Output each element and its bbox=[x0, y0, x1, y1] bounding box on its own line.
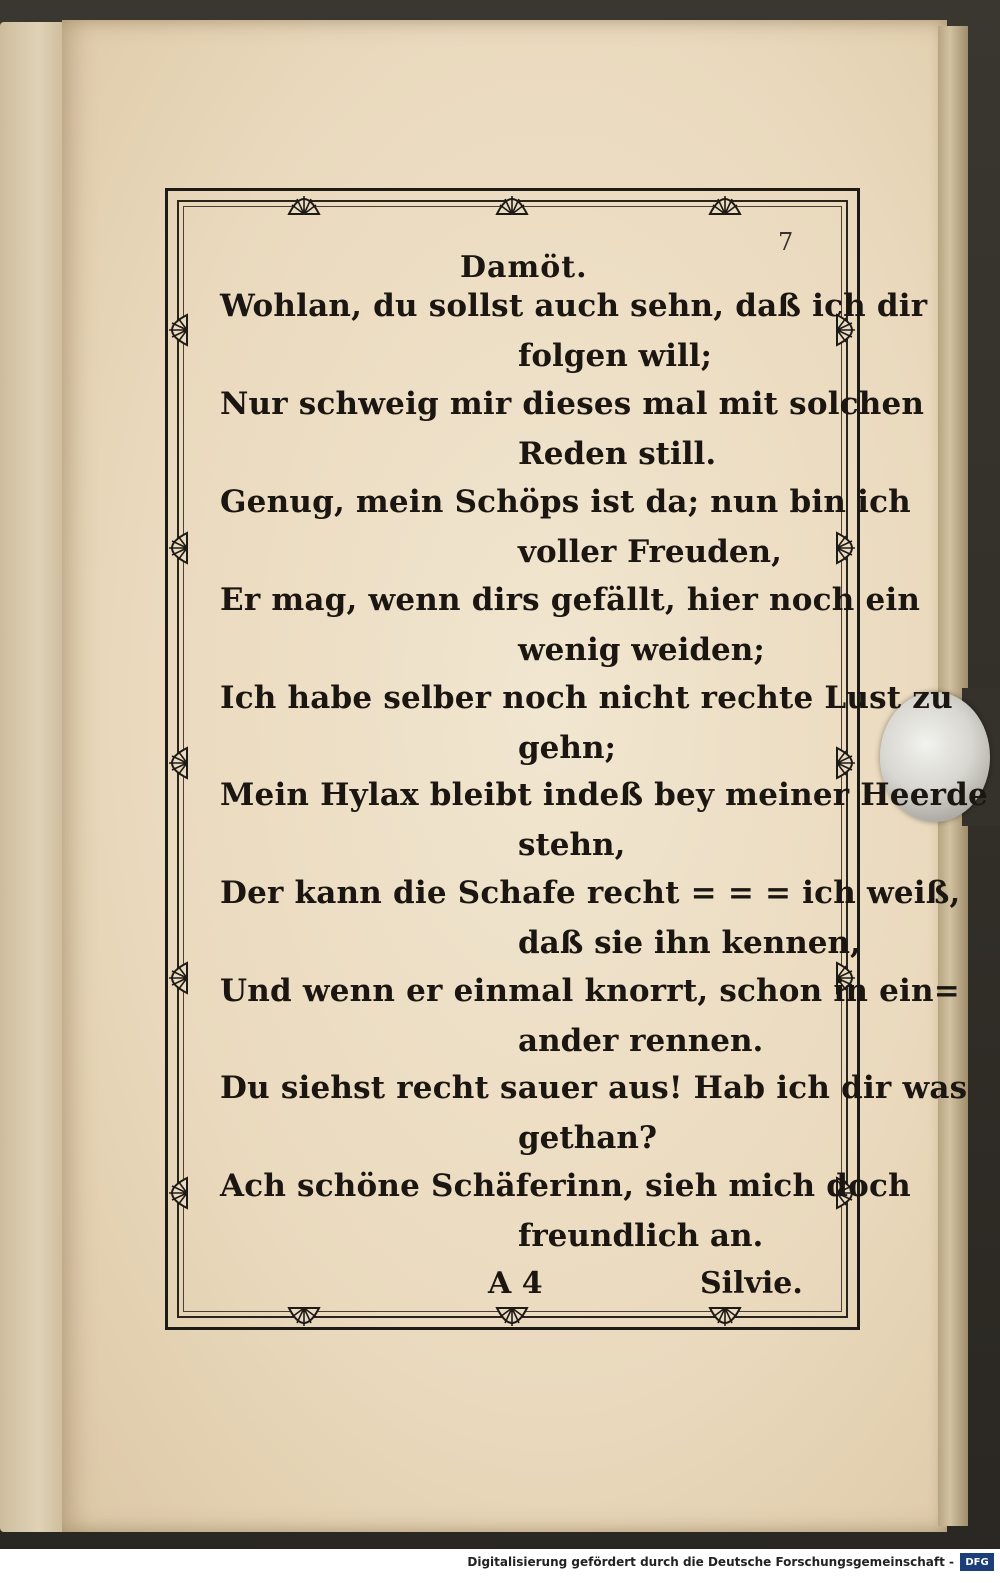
shell-ornament-icon bbox=[287, 190, 321, 216]
verse-continuation: freundlich an. bbox=[518, 1218, 764, 1254]
verse-line: Ach schöne Schäferinn, sieh mich doch bbox=[220, 1168, 911, 1204]
verse-continuation: ander rennen. bbox=[518, 1023, 764, 1059]
signature-mark: A 4 bbox=[488, 1266, 543, 1301]
verse-continuation: wenig weiden; bbox=[518, 632, 765, 668]
page-number: 7 bbox=[778, 228, 794, 256]
shell-ornament-icon bbox=[159, 965, 193, 991]
shell-ornament-icon bbox=[159, 317, 193, 343]
verse-continuation: gethan? bbox=[518, 1120, 658, 1156]
shell-ornament-icon bbox=[159, 750, 193, 776]
dfg-logo: DFG bbox=[960, 1553, 994, 1571]
shell-ornament-icon bbox=[831, 535, 865, 561]
shell-ornament-icon bbox=[159, 1180, 193, 1206]
verse-line: Er mag, wenn dirs gefällt, hier noch ein bbox=[220, 582, 921, 618]
verse-continuation: Reden still. bbox=[518, 436, 717, 472]
left-page-edge bbox=[0, 22, 70, 1532]
verse-line: Nur schweig mir dieses mal mit solchen bbox=[220, 386, 925, 422]
verse-line: Genug, mein Schöps ist da; nun bin ich bbox=[220, 484, 911, 520]
speaker-heading: Damöt. bbox=[460, 250, 588, 285]
verse-continuation: stehn, bbox=[518, 827, 626, 863]
verse-line: Ich habe selber noch nicht rechte Lust zu bbox=[220, 680, 953, 716]
verse-line: Du siehst recht sauer aus! Hab ich dir was bbox=[220, 1070, 968, 1106]
verse-continuation: voller Freuden, bbox=[518, 534, 782, 570]
shell-ornament-icon bbox=[708, 190, 742, 216]
catchword: Silvie. bbox=[700, 1266, 803, 1301]
verse-line: Mein Hylax bleibt indeß bey meiner Heerde bbox=[220, 777, 988, 813]
verse-continuation: gehn; bbox=[518, 730, 616, 766]
ornamental-frame-line bbox=[183, 206, 842, 1312]
shell-ornament-icon bbox=[159, 535, 193, 561]
shell-ornament-icon bbox=[287, 1306, 321, 1332]
verse-line: Wohlan, du sollst auch sehn, daß ich dir bbox=[220, 288, 928, 324]
verse-continuation: daß sie ihn kennen, bbox=[518, 925, 861, 961]
verse-continuation: folgen will; bbox=[518, 338, 712, 374]
verse-line: Und wenn er einmal knorrt, schon in ein= bbox=[220, 973, 960, 1009]
shell-ornament-icon bbox=[495, 1306, 529, 1332]
footer-credit: Digitalisierung gefördert durch die Deutsche Forschungsgemeinschaft - bbox=[467, 1555, 954, 1569]
verse-line: Der kann die Schafe recht = = = ich weiß, bbox=[220, 875, 961, 911]
shell-ornament-icon bbox=[831, 750, 865, 776]
shell-ornament-icon bbox=[495, 190, 529, 216]
shell-ornament-icon bbox=[708, 1306, 742, 1332]
